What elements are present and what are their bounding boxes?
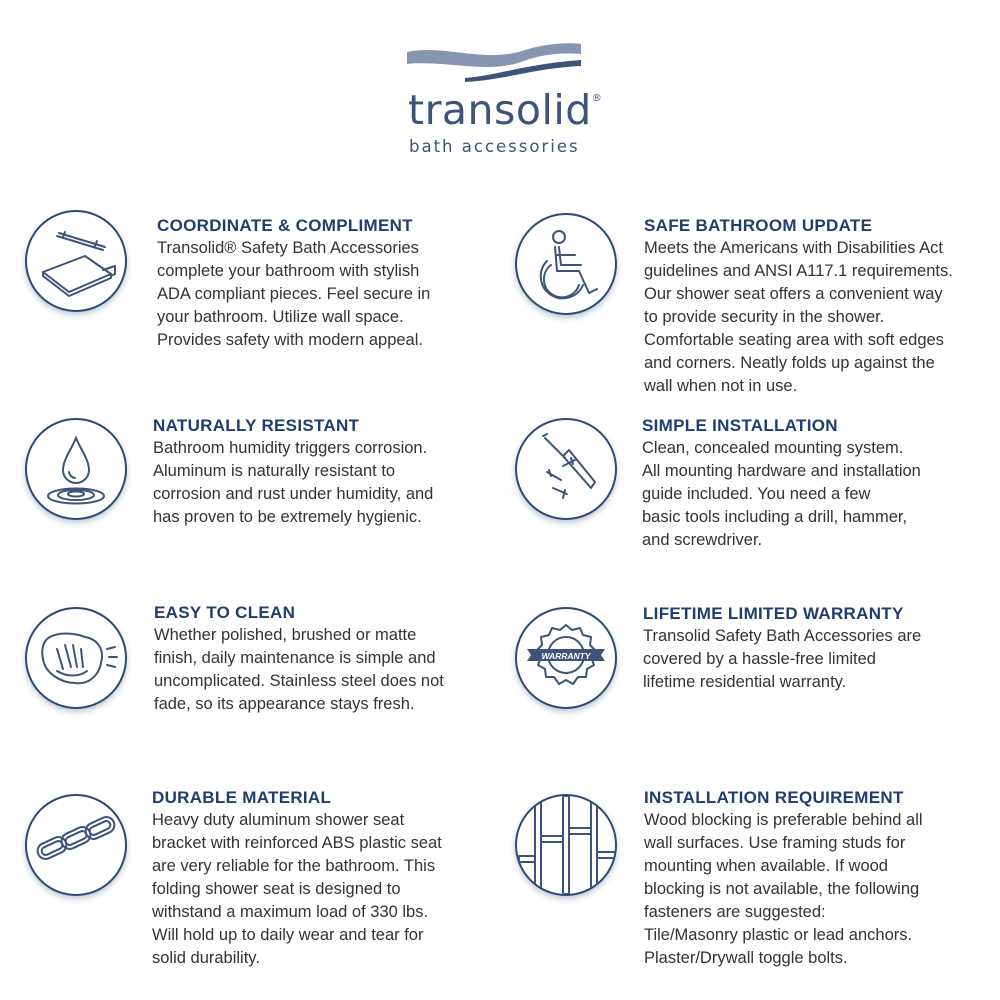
feature-line: Plaster/Drywall toggle bolts. [644,949,848,967]
brand-logo [0,0,1000,170]
wall-framing-icon [515,794,617,896]
feature-line: wall surfaces. Use framing studs for [644,834,906,852]
feature-line: Wood blocking is preferable behind all [644,811,923,829]
feature-line: and screwdriver. [642,531,763,549]
feature-line: finish, daily maintenance is simple and [154,649,436,667]
feature-line: Meets the Americans with Disabilities Act [644,239,943,257]
hand-cloth-icon [25,607,127,709]
feature-title: DURABLE MATERIAL [152,788,332,807]
feature-title: LIFETIME LIMITED WARRANTY [643,604,904,623]
brand-name: transolid® [408,86,603,134]
feature-line: and corners. Neatly folds up against the [644,354,935,372]
feature-line: Our shower seat offers a convenient way [644,285,943,303]
feature-line: solid durability. [152,949,260,967]
feature-line: has proven to be extremely hygienic. [153,508,422,526]
feature-line: corrosion and rust under humidity, and [153,485,434,503]
feature-line: All mounting hardware and installation [642,462,921,480]
feature-line: Whether polished, brushed or matte [154,626,417,644]
feature-line: Heavy duty aluminum shower seat [152,811,405,829]
feature-line: basic tools including a drill, hammer, [642,508,908,526]
feature-title: NATURALLY RESISTANT [153,416,360,435]
feature-line: guidelines and ANSI A117.1 requirements. [644,262,953,280]
grab-bar-seat-icon [25,210,127,312]
wheelchair-icon [515,213,617,315]
feature-title: COORDINATE & COMPLIMENT [157,216,413,235]
feature-line: Clean, concealed mounting system. [642,439,904,457]
feature-line: Will hold up to daily wear and tear for [152,926,424,944]
warranty-badge-icon [515,607,617,709]
feature-line: Transolid Safety Bath Accessories are [643,627,922,645]
feature-line: mounting when available. If wood [644,857,888,875]
feature-line: uncomplicated. Stainless steel does not [154,672,444,690]
feature-line: ADA compliant pieces. Feel secure in [157,285,431,303]
feature-line: guide included. You need a few [642,485,871,503]
feature-title: SAFE BATHROOM UPDATE [644,216,873,235]
feature-title: INSTALLATION REQUIREMENT [644,788,904,807]
feature-line: complete your bathroom with stylish [157,262,420,280]
feature-line: Tile/Masonry plastic or lead anchors. [644,926,913,944]
feature-line: blocking is not available, the following [644,880,920,898]
feature-line: withstand a maximum load of 330 lbs. [152,903,429,921]
feature-line: Bathroom humidity triggers corrosion. [153,439,428,457]
feature-line: bracket with reinforced ABS plastic seat [152,834,442,852]
brand-tagline: bath accessories [409,137,580,156]
wave-logo-icon [405,38,585,88]
feature-line: covered by a hassle-free limited [643,650,876,668]
warranty-badge-text: WARRANTY [541,651,591,661]
feature-title: SIMPLE INSTALLATION [642,416,838,435]
feature-line: Comfortable seating area with soft edges [644,331,944,349]
feature-line: Provides safety with modern appeal. [157,331,423,349]
feature-line: Transolid® Safety Bath Accessories [157,239,419,257]
feature-line: folding shower seat is designed to [152,880,401,898]
feature-line: Aluminum is naturally resistant to [153,462,396,480]
screwdriver-screws-icon [515,418,617,520]
feature-title: EASY TO CLEAN [154,603,296,622]
feature-line: to provide security in the shower. [644,308,885,326]
chain-links-icon [25,794,127,896]
feature-line: lifetime residential warranty. [643,673,847,691]
feature-line: your bathroom. Utilize wall space. [157,308,404,326]
water-drop-icon [25,418,127,520]
feature-line: are very reliable for the bathroom. This [152,857,436,875]
feature-line: wall when not in use. [644,377,798,395]
feature-line: fasteners are suggested: [644,903,826,921]
feature-line: fade, so its appearance stays fresh. [154,695,415,713]
